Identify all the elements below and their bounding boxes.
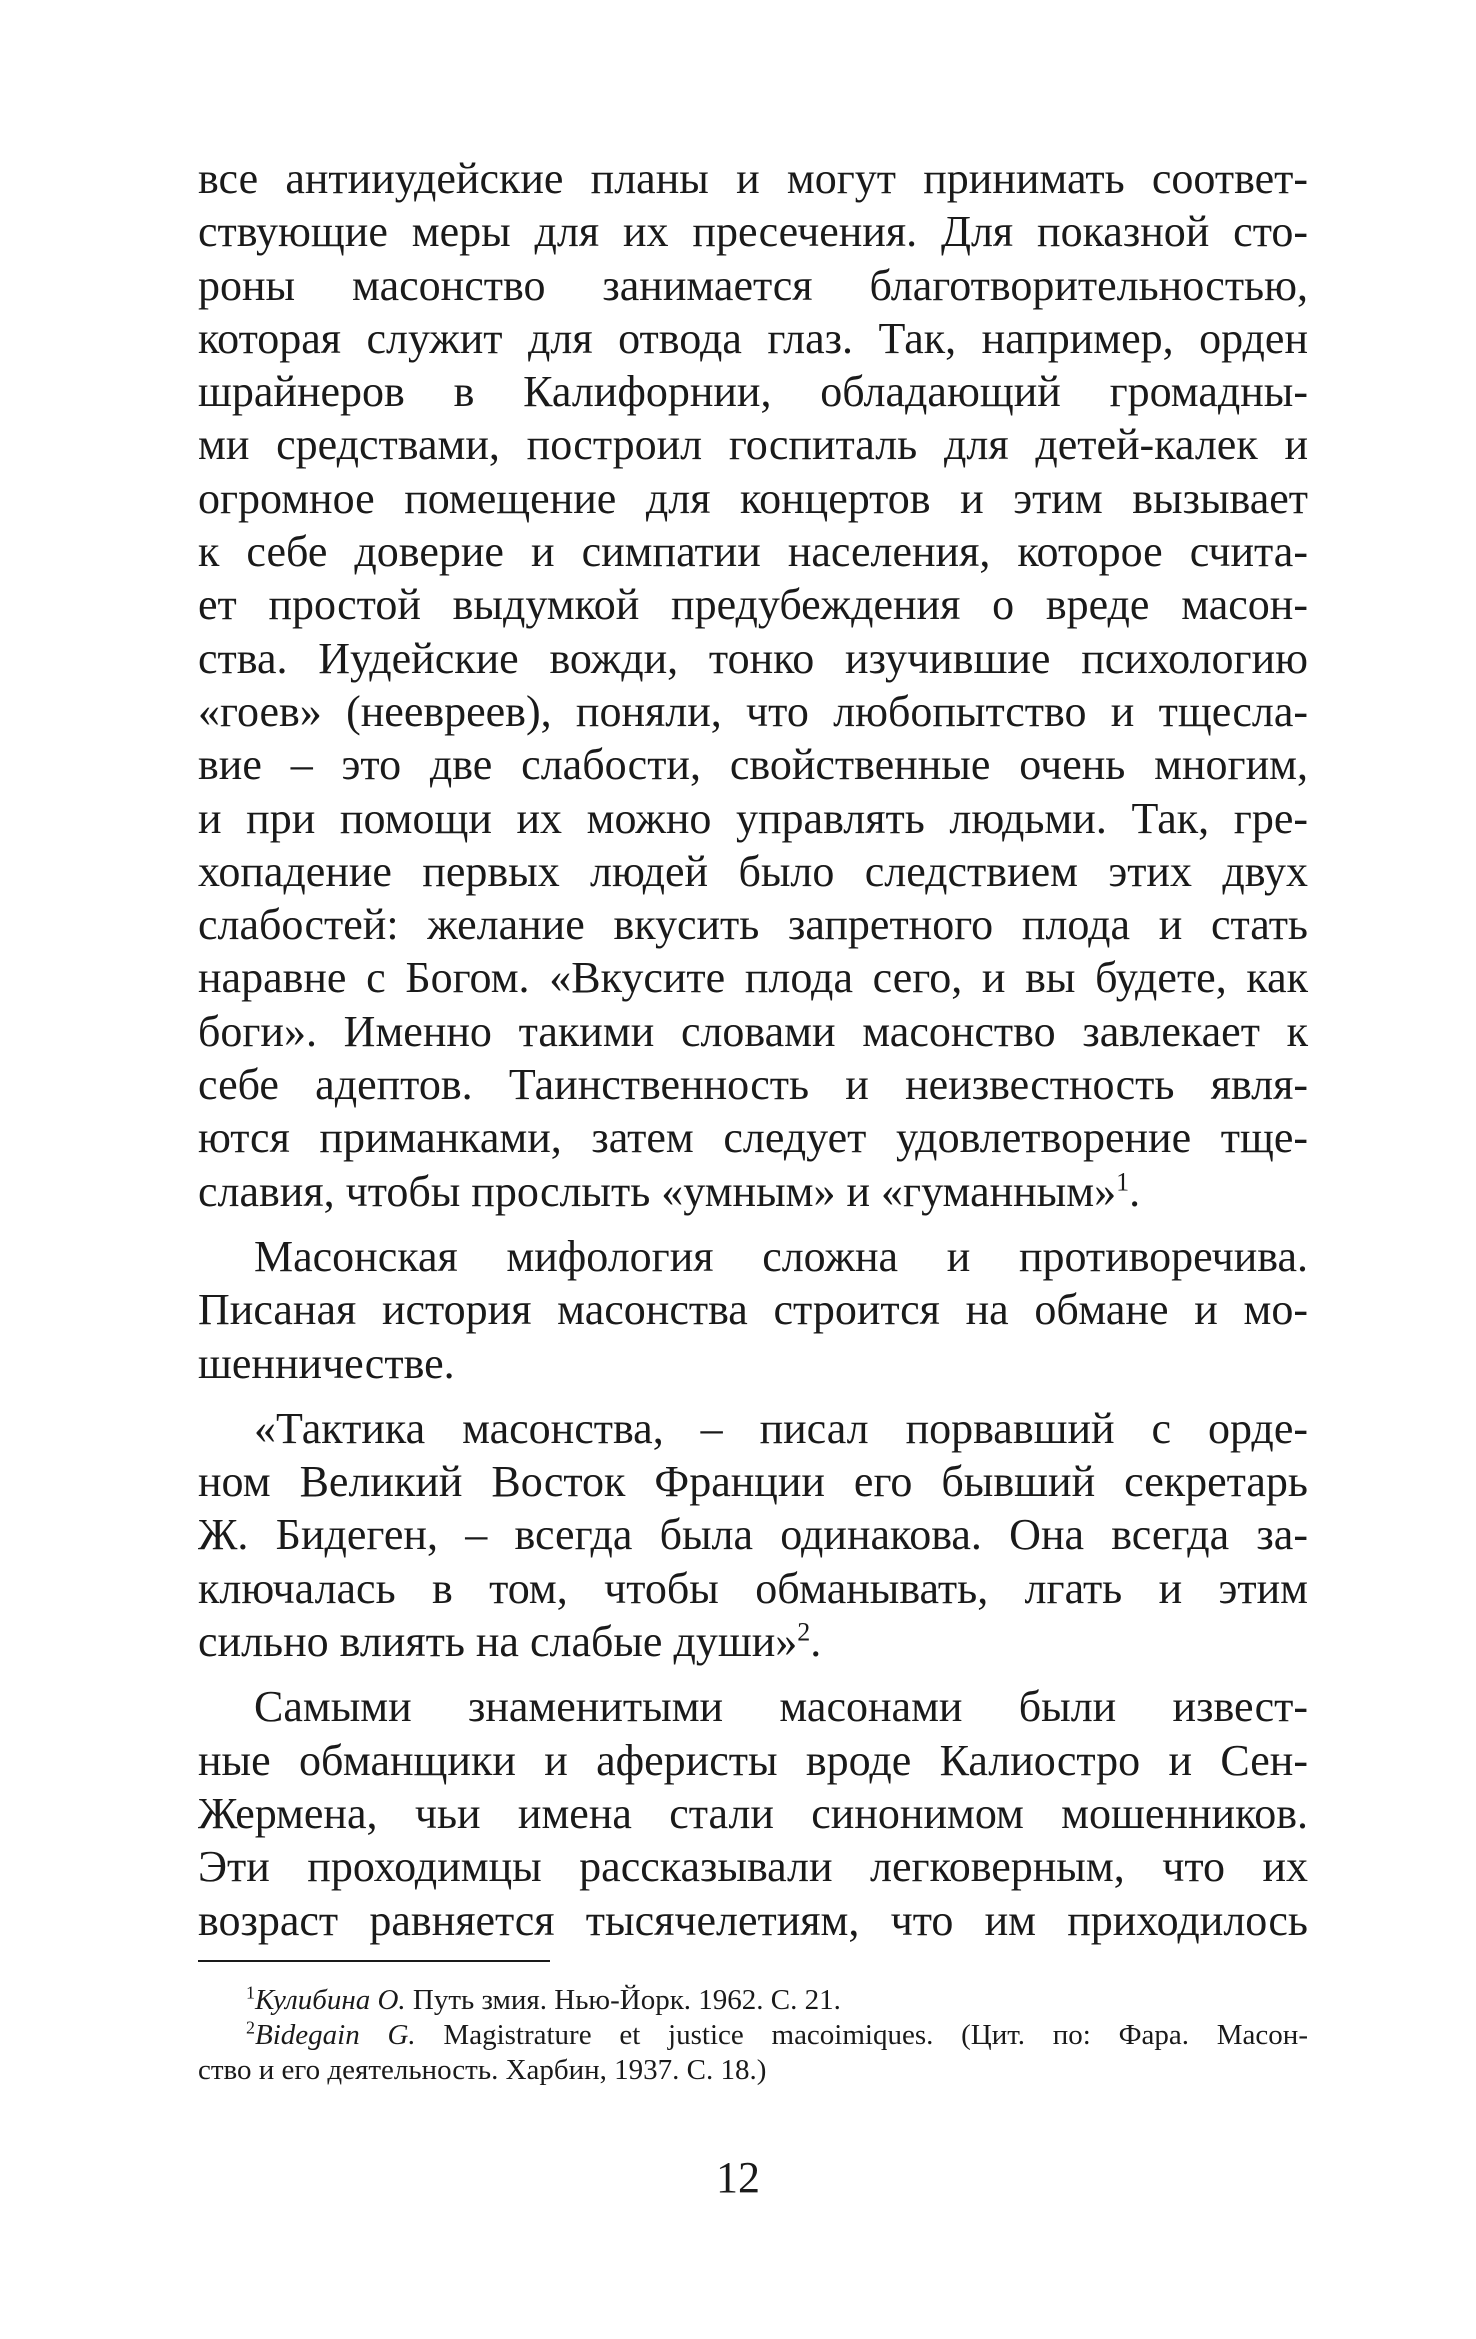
text-fragment: . [1129,1166,1141,1216]
text-line: которая служит для отвода глаз. Так, например, орден [198,313,1308,363]
text-fragment: . [810,1617,822,1667]
footnote-line [198,1983,1308,2018]
text-line: шрайнеров в Калифорнии, обладающий громадны- [198,367,1308,417]
footnote-author: Bidegain G. [255,2019,416,2051]
text-line: Эти проходимцы рассказывали легковерным, что их [198,1842,1308,1892]
text-line: Масонская мифология сложна и противоречива. [254,1231,1308,1281]
text-line: себе адептов. Таинственность и неизвестность явля- [198,1060,1308,1110]
text-line: ет простой выдумкой предубеждения о вреде масон- [198,580,1308,630]
text-line [198,1165,1308,1218]
footnote-number: 2 [246,2017,255,2038]
footnote-ref[interactable]: 1 [1116,1166,1130,1196]
text-line: ства. Иудейские вожди, тонко изучившие психологию [198,633,1308,683]
text-fragment: славия, чтобы прослыть «умным» и «гуманным» [198,1166,1117,1216]
text-line: шенничестве. [198,1338,455,1388]
paragraph-3 [198,1402,1308,1668]
footnote-divider [198,1960,550,1962]
text-line: слабостей: желание вкусить запретного плода и стать [198,900,1308,950]
text-line: ные обманщики и аферисты вроде Калиостро и Сен- [198,1735,1308,1785]
text-line: ются приманками, затем следует удовлетворение тще- [198,1113,1308,1163]
text-line: все антииудейские планы и могут принимать соответ- [198,154,1308,203]
text-line: «Тактика масонства, – писал порвавший с орде- [254,1403,1308,1453]
page-body [198,152,1308,1959]
text-line: ми средствами, построил госпиталь для детей-калек и [198,420,1308,470]
footnote-author: Кулибина О. [255,1984,406,2016]
footnote-2 [198,2018,1308,2088]
text-line: и при помощи их можно управлять людьми. Так, гре- [198,793,1308,843]
text-line: наравне с Богом. «Вкусите плода сего, и вы будете, как [198,953,1308,1003]
text-line: Ж. Бидеген, – всегда была одинакова. Она всегда за- [198,1510,1308,1560]
text-line: роны масонство занимается благотворительностью, [198,260,1308,310]
footnote-1 [198,1983,1308,2018]
text-fragment: сильно влиять на слабые души» [198,1617,798,1667]
text-line: Писаная история масонства строится на обмане и мо- [198,1285,1308,1335]
text-line: Самыми знаменитыми масонами были извест- [254,1682,1308,1732]
page-number: 12 [716,2153,760,2202]
text-line: «гоев» (неевреев), поняли, что любопытство и тщесла- [198,686,1308,736]
text-line: ключалась в том, чтобы обманывать, лгать и этим [198,1563,1308,1613]
text-line: ном Великий Восток Франции его бывший секретарь [198,1457,1308,1507]
footnote-line [198,2018,1308,2053]
footnote-text: Путь змия. Нью-Йорк. 1962. С. 21. [405,1984,841,2016]
paragraph-1 [198,152,1308,1218]
text-line: к себе доверие и симпатии населения, которое счита- [198,527,1308,577]
text-line: огромное помещение для концертов и этим вызывает [198,473,1308,523]
text-line: Жермена, чьи имена стали синонимом мошенников. [198,1788,1308,1838]
paragraph-2 [198,1230,1308,1390]
text-line [198,1615,1308,1668]
text-line: вие – это две слабости, свойственные очень многим, [198,740,1308,790]
footnote-ref[interactable]: 2 [797,1617,811,1647]
text-line: ствующие меры для их пресечения. Для показной сто- [198,207,1308,257]
text-line: возраст равняется тысячелетиям, что им приходилось [198,1895,1308,1945]
footnotes [198,1983,1308,2088]
text-line: хопадение первых людей было следствием этих двух [198,846,1308,896]
paragraph-4 [198,1680,1308,1946]
text-line: боги». Именно такими словами масонство завлекает к [198,1006,1308,1056]
footnote-number: 1 [246,1982,255,2003]
footnote-line: ство и его деятельность. Харбин, 1937. С. 18.) [198,2054,767,2086]
footnote-text: Magistrature et justice macoimiques. (Цит. по: Фара. Масон- [415,2019,1308,2051]
